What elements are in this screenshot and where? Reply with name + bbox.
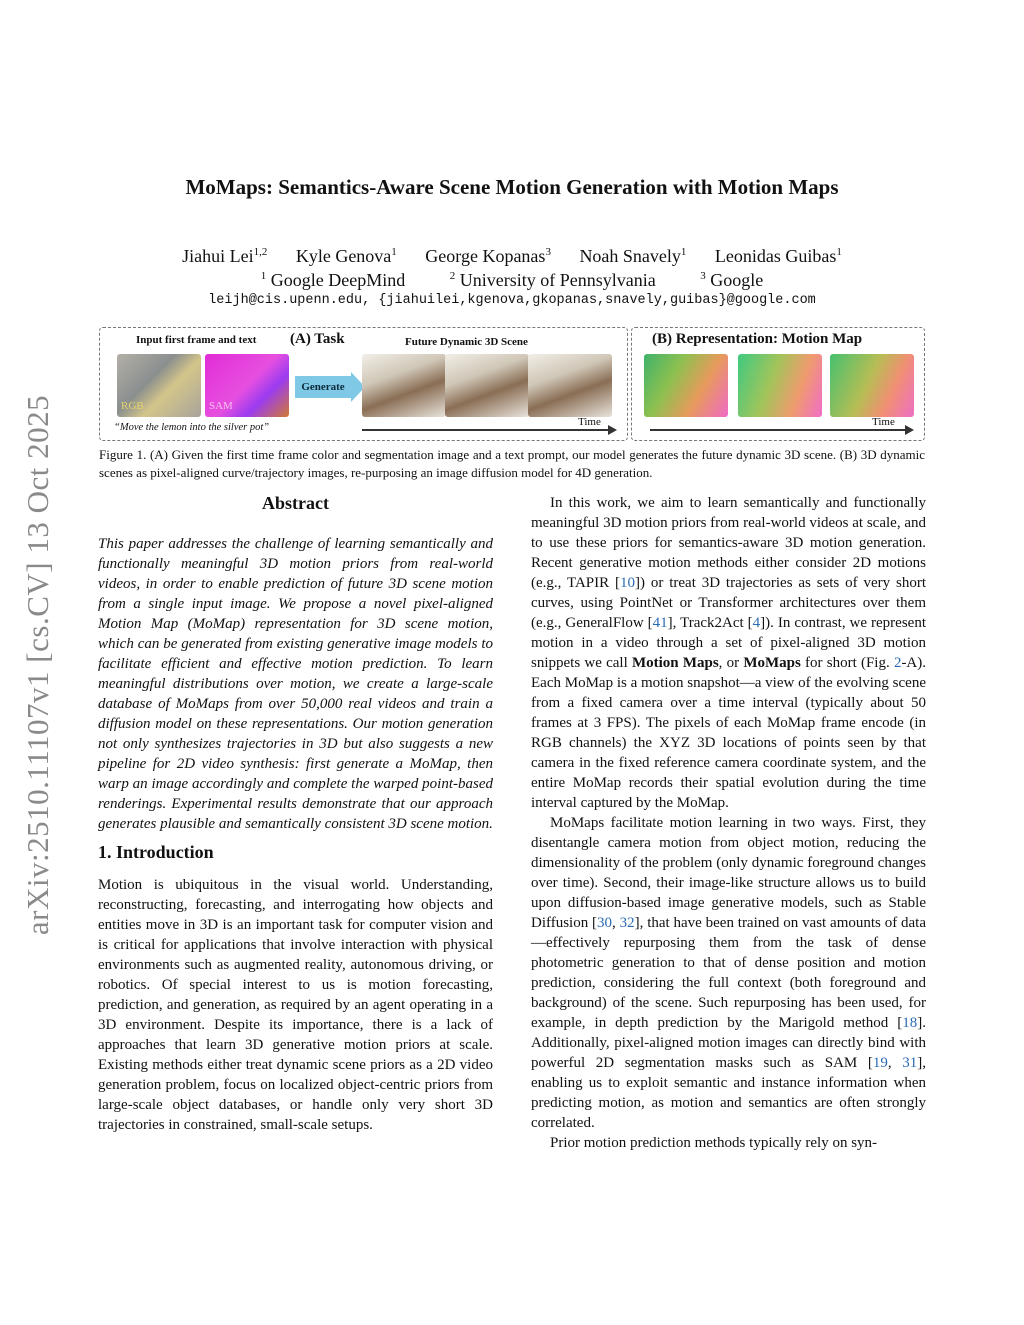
- generate-arrow: Generate: [295, 376, 351, 398]
- citation-link[interactable]: 32: [619, 915, 635, 931]
- time-label: Time: [872, 416, 895, 428]
- motion-map-frame: [738, 354, 822, 417]
- author: Leonidas Guibas$^1$: [714, 246, 842, 266]
- time-arrow: [362, 429, 615, 431]
- panel-task: [99, 327, 628, 441]
- author-emails: leijh@cis.upenn.edu, {jiahuilei,kgenova,gkopanas,snavely,guibas}@google.com: [208, 293, 816, 308]
- introduction-heading: 1. Introduction: [98, 842, 214, 862]
- rgb-label: RGB: [121, 400, 144, 412]
- future-scene-frame: [445, 354, 529, 417]
- body-paragraph: In this work, we aim to learn semantically and functionally meaningful 3D motion priors from real-world videos at scale, and to use these priors for semantics-aware 3D motion generation. Recent generative motion methods either consider 2D motions (e.g., TAPIR [10]) or treat 3D trajectories as sets of very short curves, using PointNet or Transformer architectures over them (e.g., GeneralFlow [41], Track2Act [4]). In contrast, we represent motion in a video through a set of pixel-aligned 3D motion snippets we call Motion Maps, or MoMaps for short (Fig. 2-A). Each MoMap is a motion snapshot—a view of the evolving scene from a fixed camera over a time interval (typically about 50 frames at 3 FPS). The pixels of each MoMap frame encode (in RGB channels) the XYZ 3D locations of points seen by that camera in the fixed reference camera coordinate system, and the entire MoMap records their spatial evolution during the time interval captured by the MoMap.: [531, 495, 927, 811]
- figure-1: [99, 327, 925, 441]
- citation-link[interactable]: 10: [620, 575, 635, 591]
- left-column: [98, 493, 493, 1135]
- affiliation: $^3$ Google: [700, 270, 764, 290]
- affiliation-list: [0, 264, 1024, 292]
- representation-label: (B) Representation: Motion Map: [652, 331, 863, 347]
- future-scene-frame: [362, 354, 446, 417]
- input-label: Input first frame and text: [136, 334, 257, 346]
- abstract-text: This paper addresses the challenge of learning semantically and functionally meaningful 3D motion priors from real-world videos, in order to enable prediction of future 3D scene motion from a single input image. We propose a novel pixel-aligned Motion Map (MoMap) representation for 3D scene motion, which can be generated from existing generative image models to facilitate efficient and effective motion prediction. To learn meaningful distributions over motion, we create a large-scale database of MoMaps from over 50,000 real videos and train a diffusion model on these representations. Our motion generation not only synthesizes trajectories in 3D but also suggests a new pipeline for 2D video synthesis: first generate a MoMap, then warp an image accordingly and complete the warped point-based renderings. Experimental results demonstrate that our approach generates plausible and semantically consistent 3D scene motion.: [98, 536, 493, 832]
- citation-link[interactable]: 31: [902, 1055, 918, 1071]
- affiliation: $^1$ Google DeepMind: [260, 270, 406, 290]
- abstract-heading: Abstract: [262, 493, 329, 513]
- author: Kyle Genova$^1$: [295, 246, 397, 266]
- author: Noah Snavely$^1$: [579, 246, 687, 266]
- body-paragraph: MoMaps facilitate motion learning in two ways. First, they disentangle camera motion from object motion, reducing the dimensionality of the problem (only dynamic foreground changes over time). Second, their image-like structure allows us to build upon diffusion-based image generative models, such as Stable Diffusion [30, 32], that have been trained on vast amounts of data—effectively repurposing them from the task of dense photometric generation to that of dense position and motion prediction, considering the full context (both foreground and background) of the scene. Such repurposing has been used, for example, in depth prediction by the Marigold method [18]. Additionally, pixel-aligned motion images can directly bind with powerful 2D segmentation masks such as SAM [19, 31], enabling us to exploit semantic and instance information when predicting motion, as motion and semantics are often strongly correlated.: [531, 815, 927, 1131]
- text-prompt: “Move the lemon into the silver pot”: [114, 422, 270, 433]
- motion-map-frame: [830, 354, 914, 417]
- intro-paragraph: Motion is ubiquitous in the visual world. Understanding, reconstructing, forecasting, and interrogating how objects and entities move in 3D is an important task for computer vision and is critical for applications that involve interaction with physical environments such as augmented reality, autonomous driving, or robotics. Of special interest to us is motion forecasting, prediction, and generation, as required by an agent operating in a 3D environment. Despite its importance, there is a lack of approaches that learn 3D generative motion priors at scale. Existing methods either treat dynamic scene priors as a 2D video generation problem, focus on localized object-centric priors from large-scale object databases, or handle only very short 3D trajectories in constrained, small-scale setups.: [98, 877, 493, 1133]
- future-scene-label: Future Dynamic 3D Scene: [405, 336, 528, 348]
- affiliation: $^2$ University of Pennsylvania: [449, 270, 656, 290]
- arxiv-identifier: arXiv:2510.11107v1 [cs.CV] 13 Oct 2025: [20, 394, 55, 936]
- citation-link[interactable]: 41: [652, 615, 668, 631]
- right-column: [531, 493, 926, 1153]
- rgb-input-image: [117, 354, 201, 417]
- citation-link[interactable]: 18: [902, 1015, 918, 1031]
- time-label: Time: [578, 416, 601, 428]
- time-arrow: [650, 429, 912, 431]
- citation-link[interactable]: 19: [872, 1055, 888, 1071]
- task-label: (A) Task: [290, 331, 345, 347]
- future-scene-frame: [528, 354, 612, 417]
- author: George Kopanas$^3$: [425, 246, 551, 266]
- sam-label: SAM: [209, 400, 233, 412]
- paper-title: MoMaps: Semantics-Aware Scene Motion Generation with Motion Maps: [185, 175, 839, 199]
- citation-link[interactable]: 4: [752, 615, 761, 631]
- citation-link[interactable]: 30: [597, 915, 613, 931]
- panel-representation: [631, 327, 925, 441]
- body-paragraph: Prior motion prediction methods typically rely on syn-: [550, 1135, 878, 1151]
- sam-segmentation-image: [205, 354, 289, 417]
- figure-caption: Figure 1. (A) Given the first time frame color and segmentation image and a text prompt, our model generates the future dynamic 3D scene. (B) 3D dynamic scenes as pixel-aligned curve/trajectory images, re-purposing an image diffusion model for 4D generation.: [99, 447, 925, 480]
- motion-map-frame: [644, 354, 728, 417]
- author: Jiahui Lei$^{1,2}$: [182, 246, 268, 266]
- figure-link[interactable]: 2: [893, 655, 902, 671]
